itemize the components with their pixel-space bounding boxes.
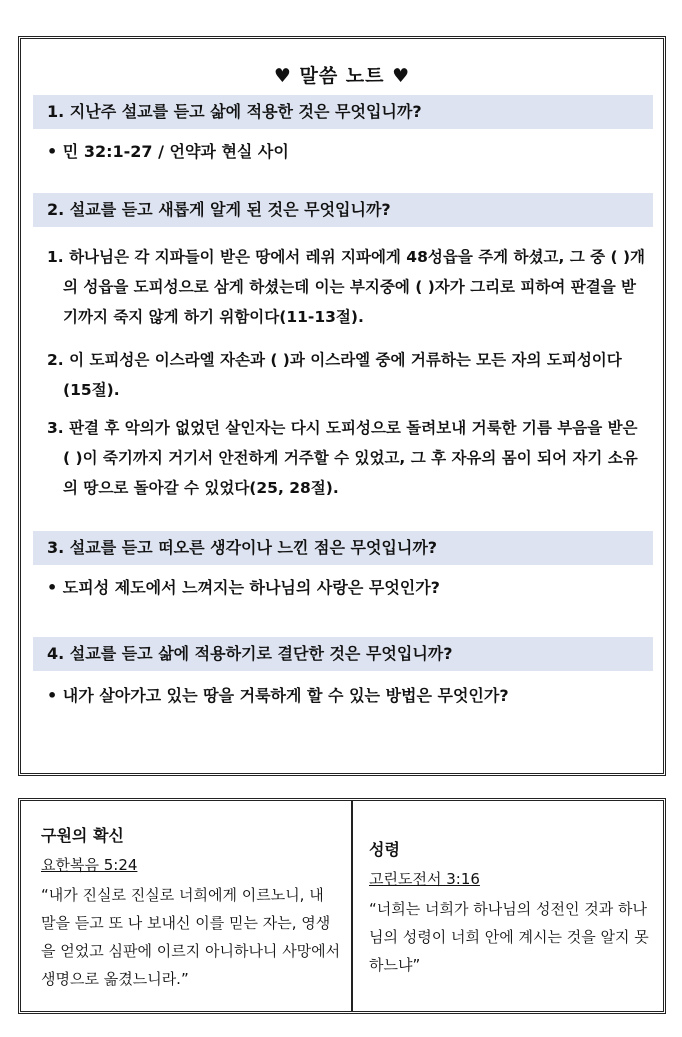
assurance-column <box>21 801 353 1011</box>
question-3-answer: • 도피성 제도에서 느껴지는 하나님의 사랑은 무엇인가? <box>47 578 440 597</box>
question-1-answer: • 민 32:1-27 / 언약과 현실 사이 <box>47 142 289 161</box>
spirit-verse: “너희는 너희가 하나님의 성전인 것과 하나님의 성령이 너희 안에 계시는 것을 알지 못하느냐” <box>369 900 649 974</box>
question-3-header: 3. 설교를 듣고 떠오른 생각이나 느낀 점은 무엇입니까? <box>33 531 653 565</box>
assurance-title: 구원의 확신 <box>41 826 124 845</box>
verse-box <box>18 798 666 1014</box>
spirit-reference: 고린도전서 3:16 <box>369 870 480 888</box>
question-2-item-1: 1. 하나님은 각 지파들이 받은 땅에서 레위 지파에게 48성읍을 주게 하셨고, 그 중 ( )개의 성읍을 도피성으로 삼게 하셨는데 이는 부지중에 ( )자가 그리로 피하여 판결을 받기까지 죽지 않게 하기 위함이다(11-13절). <box>47 248 646 326</box>
spirit-column <box>353 801 663 1011</box>
question-4-answer: • 내가 살아가고 있는 땅을 거룩하게 할 수 있는 방법은 무엇인가? <box>47 686 509 705</box>
assurance-reference: 요한복음 5:24 <box>41 856 138 874</box>
question-1-header: 1. 지난주 설교를 듣고 삶에 적용한 것은 무엇입니까? <box>33 95 653 129</box>
question-2-item-3: 3. 판결 후 악의가 없었던 살인자는 다시 도피성으로 돌려보내 거룩한 기름 부음을 받은 ( )이 죽기까지 거기서 안전하게 거주할 수 있었고, 그 후 자유의 몸이 되어 자기 소유의 땅으로 돌아갈 수 있었다(25, 28절). <box>47 419 638 497</box>
note-title: ♥ 말씀 노트 ♥ <box>273 65 411 87</box>
question-2-header: 2. 설교를 듣고 새롭게 알게 된 것은 무엇입니까? <box>33 193 653 227</box>
assurance-verse: “내가 진실로 진실로 너희에게 이르노니, 내 말을 듣고 또 나 보내신 이를 믿는 자는, 영생을 얻었고 심판에 이르지 아니하나니 사망에서 생명으로 옮겼느니라.” <box>41 886 341 988</box>
sermon-note-box <box>18 36 666 776</box>
spirit-title: 성령 <box>369 840 400 859</box>
question-2-item-2: 2. 이 도피성은 이스라엘 자손과 ( )과 이스라엘 중에 거류하는 모든 자의 도피성이다(15절). <box>47 351 622 399</box>
question-4-header: 4. 설교를 듣고 삶에 적용하기로 결단한 것은 무엇입니까? <box>33 637 653 671</box>
